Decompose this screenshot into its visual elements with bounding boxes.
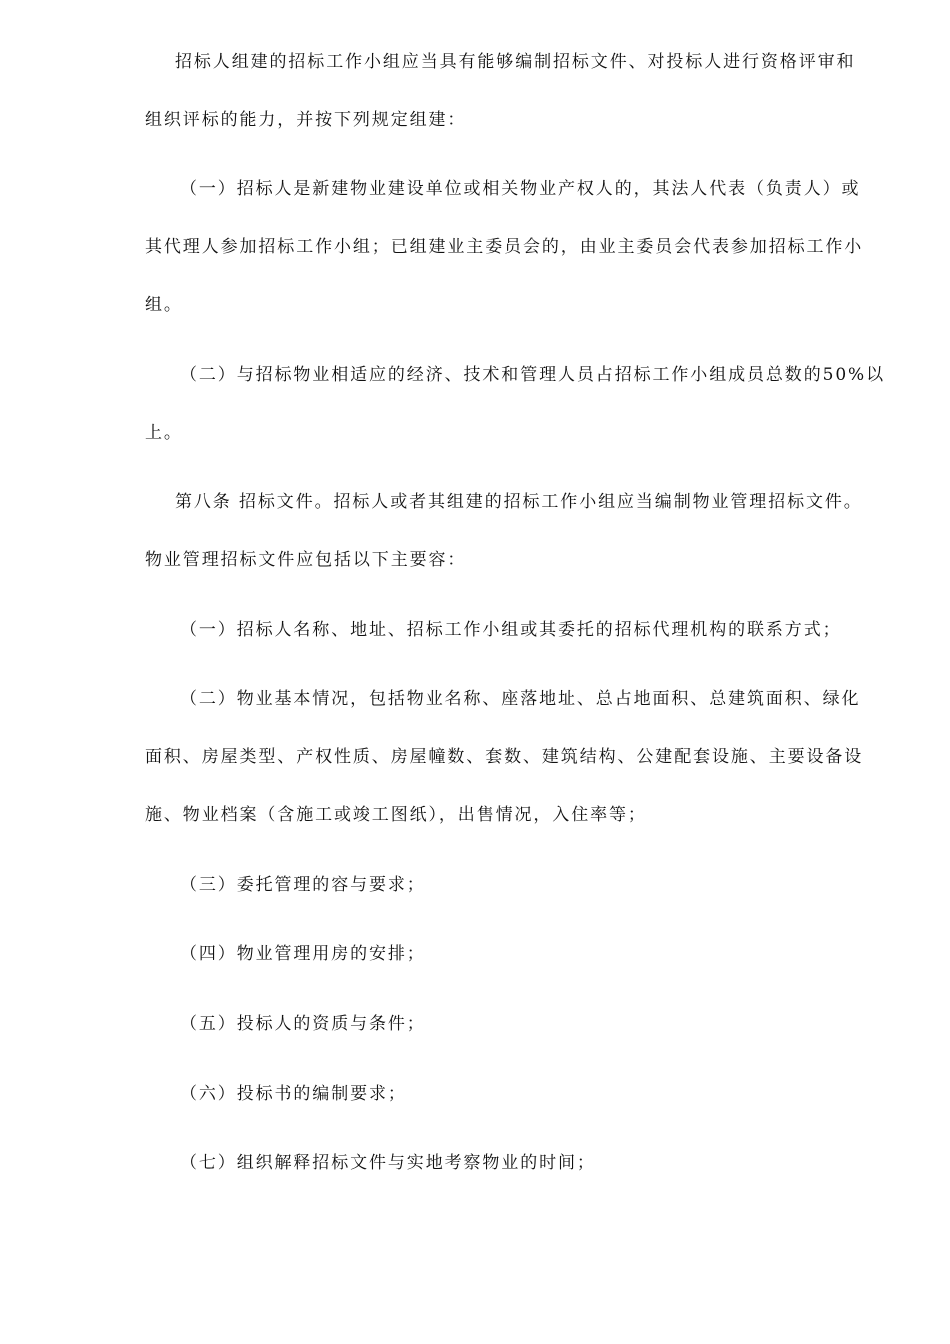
paragraph-line: 上。 — [145, 423, 183, 443]
list-item: （三）委托管理的容与要求； — [180, 875, 426, 895]
paragraph-line: 招标人组建的招标工作小组应当具有能够编制招标文件、对投标人进行资格评审和 — [175, 52, 856, 72]
paragraph-line: 其代理人参加招标工作小组；已组建业主委员会的，由业主委员会代表参加招标工作小 — [145, 237, 864, 257]
paragraph-line: 面积、房屋类型、产权性质、房屋幢数、套数、建筑结构、公建配套设施、主要设备设 — [145, 747, 864, 767]
article-heading-line: 第八条 招标文件。招标人或者其组建的招标工作小组应当编制物业管理招标文件。 — [175, 492, 863, 512]
paragraph-line: （二）与招标物业相适应的经济、技术和管理人员占招标工作小组成员总数的50%以 — [180, 365, 885, 385]
list-item: （四）物业管理用房的安排； — [180, 944, 426, 964]
list-item: （七）组织解释招标文件与实地考察物业的时间； — [180, 1153, 596, 1173]
list-item: （一）招标人名称、地址、招标工作小组或其委托的招标代理机构的联系方式； — [180, 620, 842, 640]
list-item: （五）投标人的资质与条件； — [180, 1014, 426, 1034]
paragraph-line: （一）招标人是新建物业建设单位或相关物业产权人的，其法人代表（负责人）或 — [180, 179, 861, 199]
paragraph-line: 组织评标的能力，并按下列规定组建： — [145, 110, 467, 130]
paragraph-line: 物业管理招标文件应包括以下主要容： — [145, 550, 467, 570]
list-item: （二）物业基本情况，包括物业名称、座落地址、总占地面积、总建筑面积、绿化 — [180, 689, 861, 709]
list-item: （六）投标书的编制要求； — [180, 1084, 407, 1104]
paragraph-line: 施、物业档案（含施工或竣工图纸），出售情况，入住率等； — [145, 805, 647, 825]
paragraph-line: 组。 — [145, 295, 183, 315]
